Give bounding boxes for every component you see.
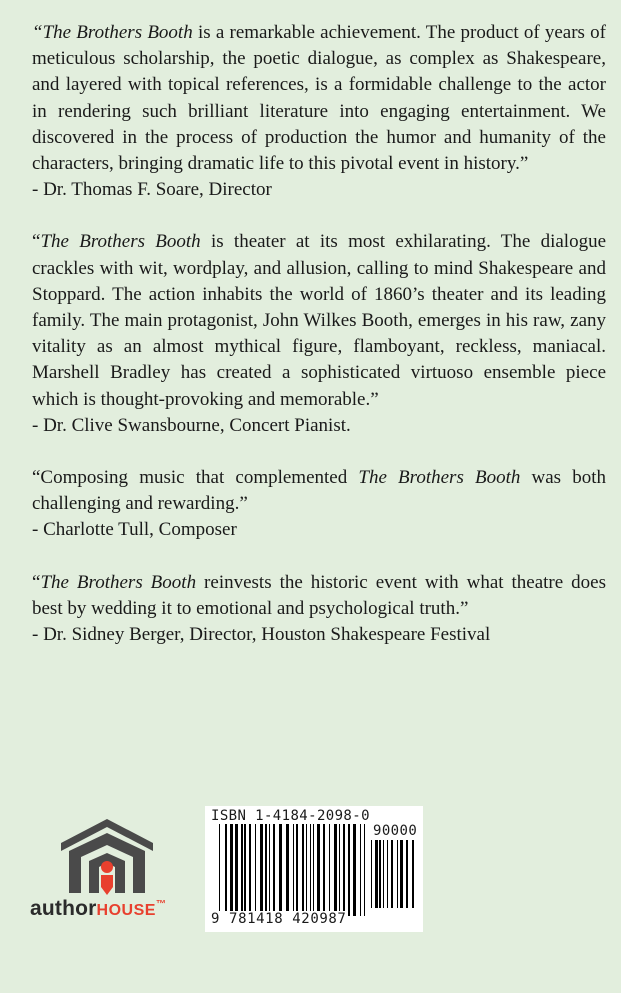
barcode-bar: [244, 824, 246, 916]
barcode-bar: [343, 824, 345, 916]
barcode-bar: [339, 824, 340, 916]
isbn-label: ISBN 1-4184-2098-0: [211, 808, 370, 824]
publisher-wordmark: authorHOUSE™: [30, 897, 167, 920]
house-icon: [57, 815, 157, 895]
barcode-bar: [255, 824, 256, 916]
barcode-bar: [241, 824, 243, 916]
quote-berger: [32, 570, 606, 649]
barcode-bar: [334, 824, 337, 916]
barcode-bar: [306, 824, 307, 916]
barcode-bar: [260, 824, 263, 916]
barcode-bar: [397, 840, 398, 908]
ean-bars: [219, 824, 367, 916]
quote-swansbourne: [32, 229, 606, 439]
barcode-bar: [279, 824, 282, 916]
quote-tull: [32, 465, 606, 544]
quote-text: “The Brothers Booth is theater at its most exhilarating. The dialogue crackles with wit, wordplay, and allusion, calling to mind Shakespeare and Stoppard. The action inhabits the world of 1860’s theater and its leading family. The main protagonist, John Wilkes Booth, emerges in his raw, zany vitality as an almost mythical figure, flamboyant, reckless, maniacal. Marshell Bradley has created a sophisticated virtuoso ensemble piece which is thought-provoking and memorable.”: [32, 231, 606, 410]
barcode-bar: [249, 824, 251, 916]
quote-text: “The Brothers Booth reinvests the historic event with what theatre does best by wedding it to emotional and psychological truth.”: [32, 571, 606, 619]
barcode-bar: [235, 824, 238, 916]
quote-text: “The Brothers Booth is a remarkable achievement. The product of years of meticulous scholarship, the poetic dialogue, as complex as Shakespeare, and layered with topical references, is a formidable challenge to the actor in rendering such brilliant literature into engaging entertainment. We discovered in the process of production the humor and humanity of the characters, bringing dramatic life to this pivotal event in history.”: [32, 22, 607, 175]
barcode-bar: [375, 840, 378, 908]
barcode-bar: [379, 840, 381, 908]
addon-bars: [371, 840, 417, 908]
barcode-bar: [219, 824, 220, 916]
barcode-bar: [225, 824, 227, 916]
price-code: 90000: [373, 823, 418, 839]
barcode-bar: [412, 840, 414, 908]
barcode-bar: [391, 840, 393, 908]
barcode-bar: [348, 824, 350, 916]
barcode-bar: [286, 824, 289, 916]
barcode-bar: [313, 824, 314, 916]
barcode-bar: [406, 840, 408, 908]
isbn-barcode: [205, 806, 423, 932]
barcode-bar: [273, 824, 275, 916]
barcode-bar: [329, 824, 330, 916]
barcode-bar: [323, 824, 325, 916]
barcode-bar: [296, 824, 298, 916]
barcode-bar: [269, 824, 270, 916]
barcode-bar: [400, 840, 403, 908]
barcode-bar: [387, 840, 388, 908]
barcode-bar: [383, 840, 384, 908]
barcode-bar: [364, 824, 365, 916]
quote-attribution: - Dr. Sidney Berger, Director, Houston Shakespeare Festival: [32, 624, 491, 646]
quote-text: “Composing music that complemented The Brothers Booth was both challenging and rewarding.”: [32, 467, 607, 515]
publisher-logo: [30, 815, 200, 925]
barcode-bar: [353, 824, 356, 916]
quote-soare: [32, 20, 606, 203]
quote-attribution: - Dr. Clive Swansbourne, Concert Pianist.: [32, 414, 351, 436]
barcode-bar: [310, 824, 311, 916]
barcode-bar: [293, 824, 294, 916]
barcode-bar: [317, 824, 320, 916]
barcode-bar: [230, 824, 233, 916]
ean-number: 9 781418 420987: [211, 911, 347, 927]
barcode-bar: [265, 824, 267, 916]
testimonials: [32, 20, 606, 674]
quote-attribution: - Dr. Thomas F. Soare, Director: [32, 179, 272, 201]
barcode-bar: [371, 840, 372, 908]
barcode-bar: [302, 824, 304, 916]
barcode-bar: [360, 824, 361, 916]
quote-attribution: - Charlotte Tull, Composer: [32, 519, 237, 541]
